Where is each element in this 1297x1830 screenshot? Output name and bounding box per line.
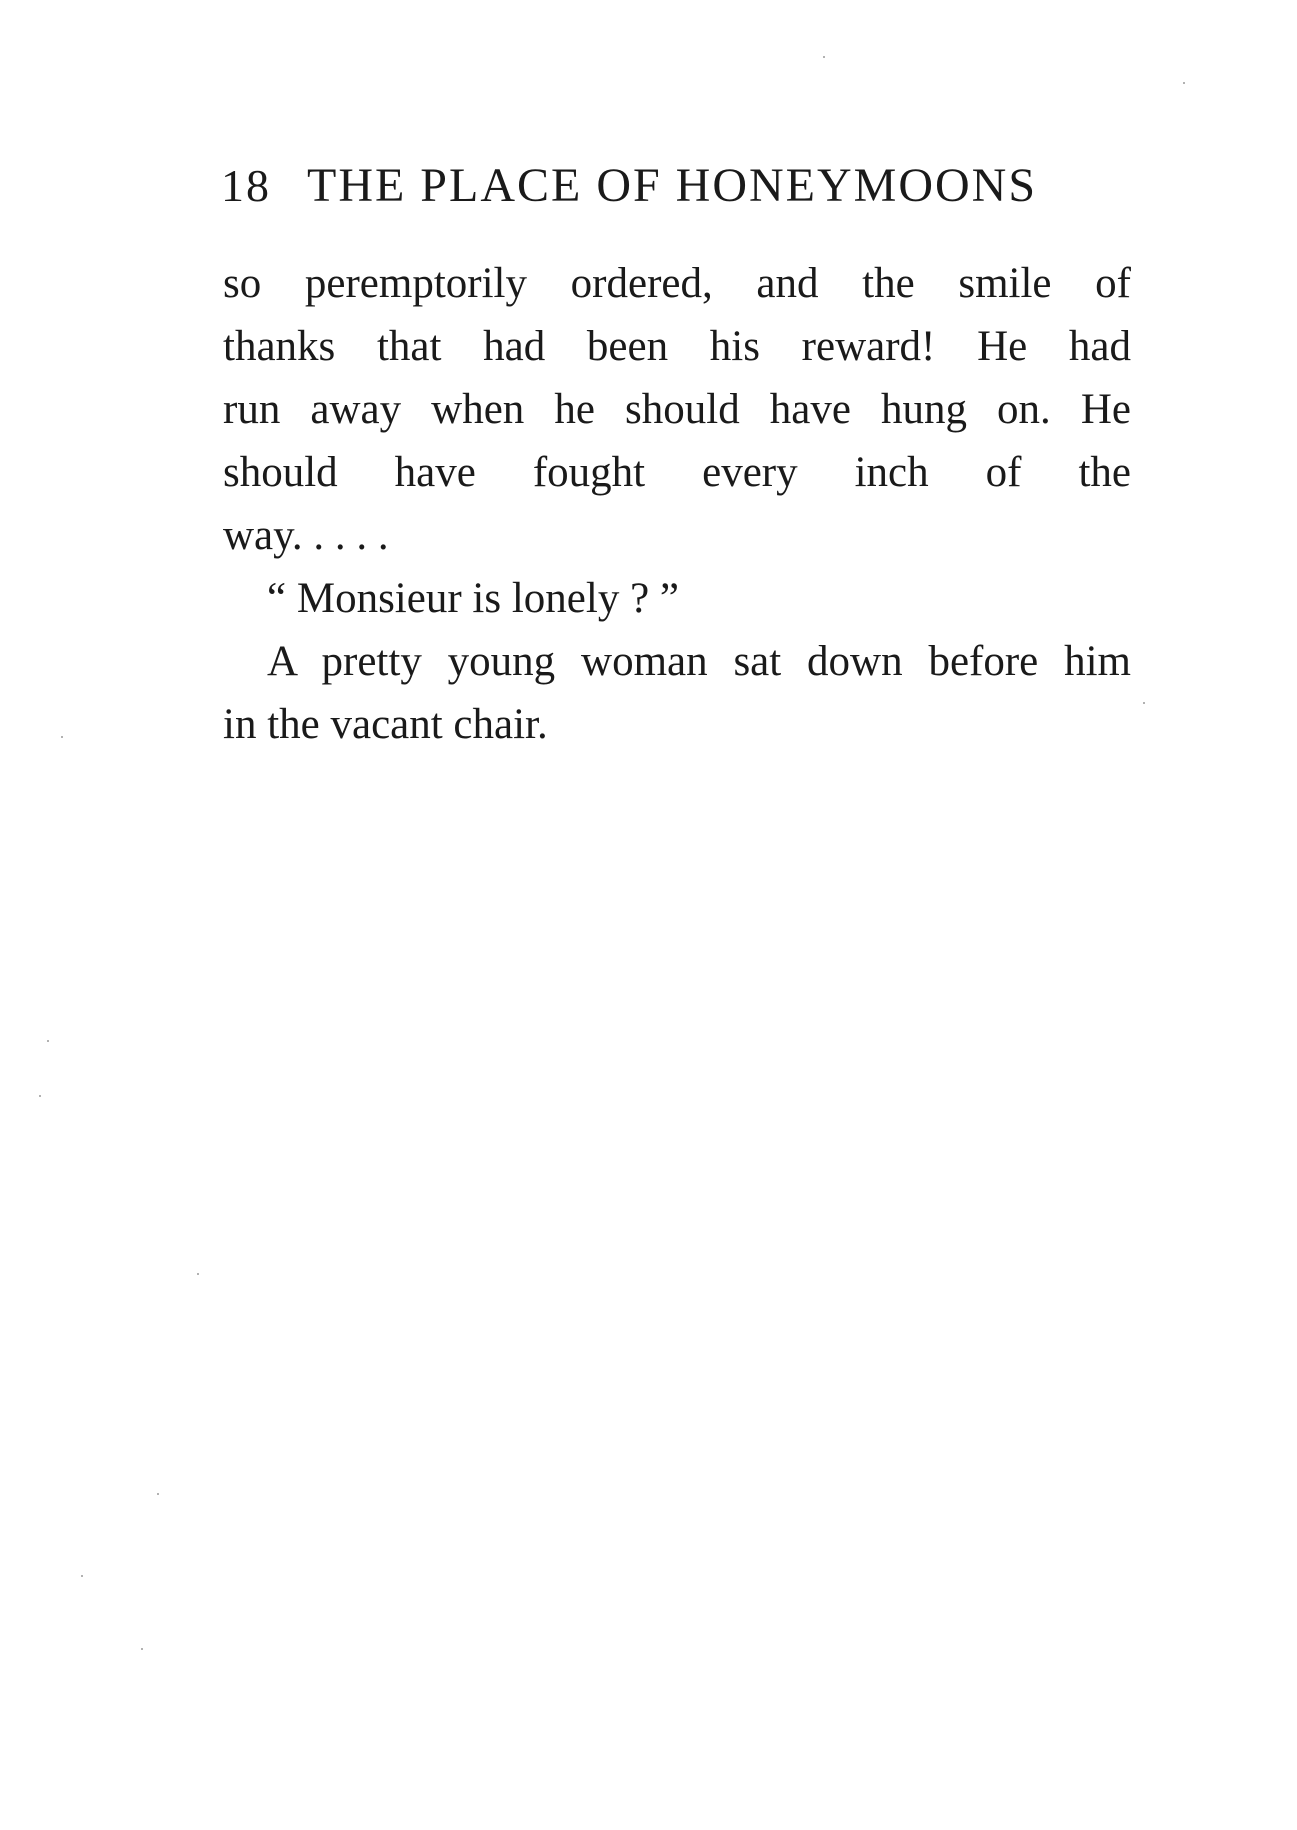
scan-speck — [61, 736, 63, 738]
scan-speck — [47, 1040, 49, 1042]
paragraph — [223, 567, 1131, 630]
text-line: “ Monsieur is lonely ? ” — [267, 575, 679, 622]
running-head — [221, 158, 1131, 218]
text-line: run away when he should have hung on. He — [223, 386, 1131, 433]
scan-speck — [81, 1575, 83, 1577]
scan-speck — [823, 56, 825, 58]
scan-speck — [1143, 702, 1145, 704]
scan-speck — [141, 1648, 143, 1650]
scan-speck — [39, 1095, 41, 1097]
paragraph — [223, 252, 1131, 567]
paragraph — [223, 630, 1131, 756]
text-line: thanks that had been his reward! He had — [223, 323, 1131, 370]
text-line: so peremptorily ordered, and the smile of — [223, 260, 1131, 307]
scan-speck — [1183, 82, 1185, 84]
page-number: 18 — [221, 160, 271, 211]
text-line: A pretty young woman sat down before him — [267, 638, 1131, 685]
text-line: way. . . . . — [223, 512, 389, 559]
text-line: in the vacant chair. — [223, 701, 548, 748]
text-line: should have fought every inch of the — [223, 449, 1131, 496]
scan-speck — [197, 1273, 199, 1275]
running-title: THE PLACE OF HONEYMOONS — [307, 159, 1038, 212]
scan-speck — [157, 1493, 159, 1495]
body-text — [223, 252, 1131, 756]
